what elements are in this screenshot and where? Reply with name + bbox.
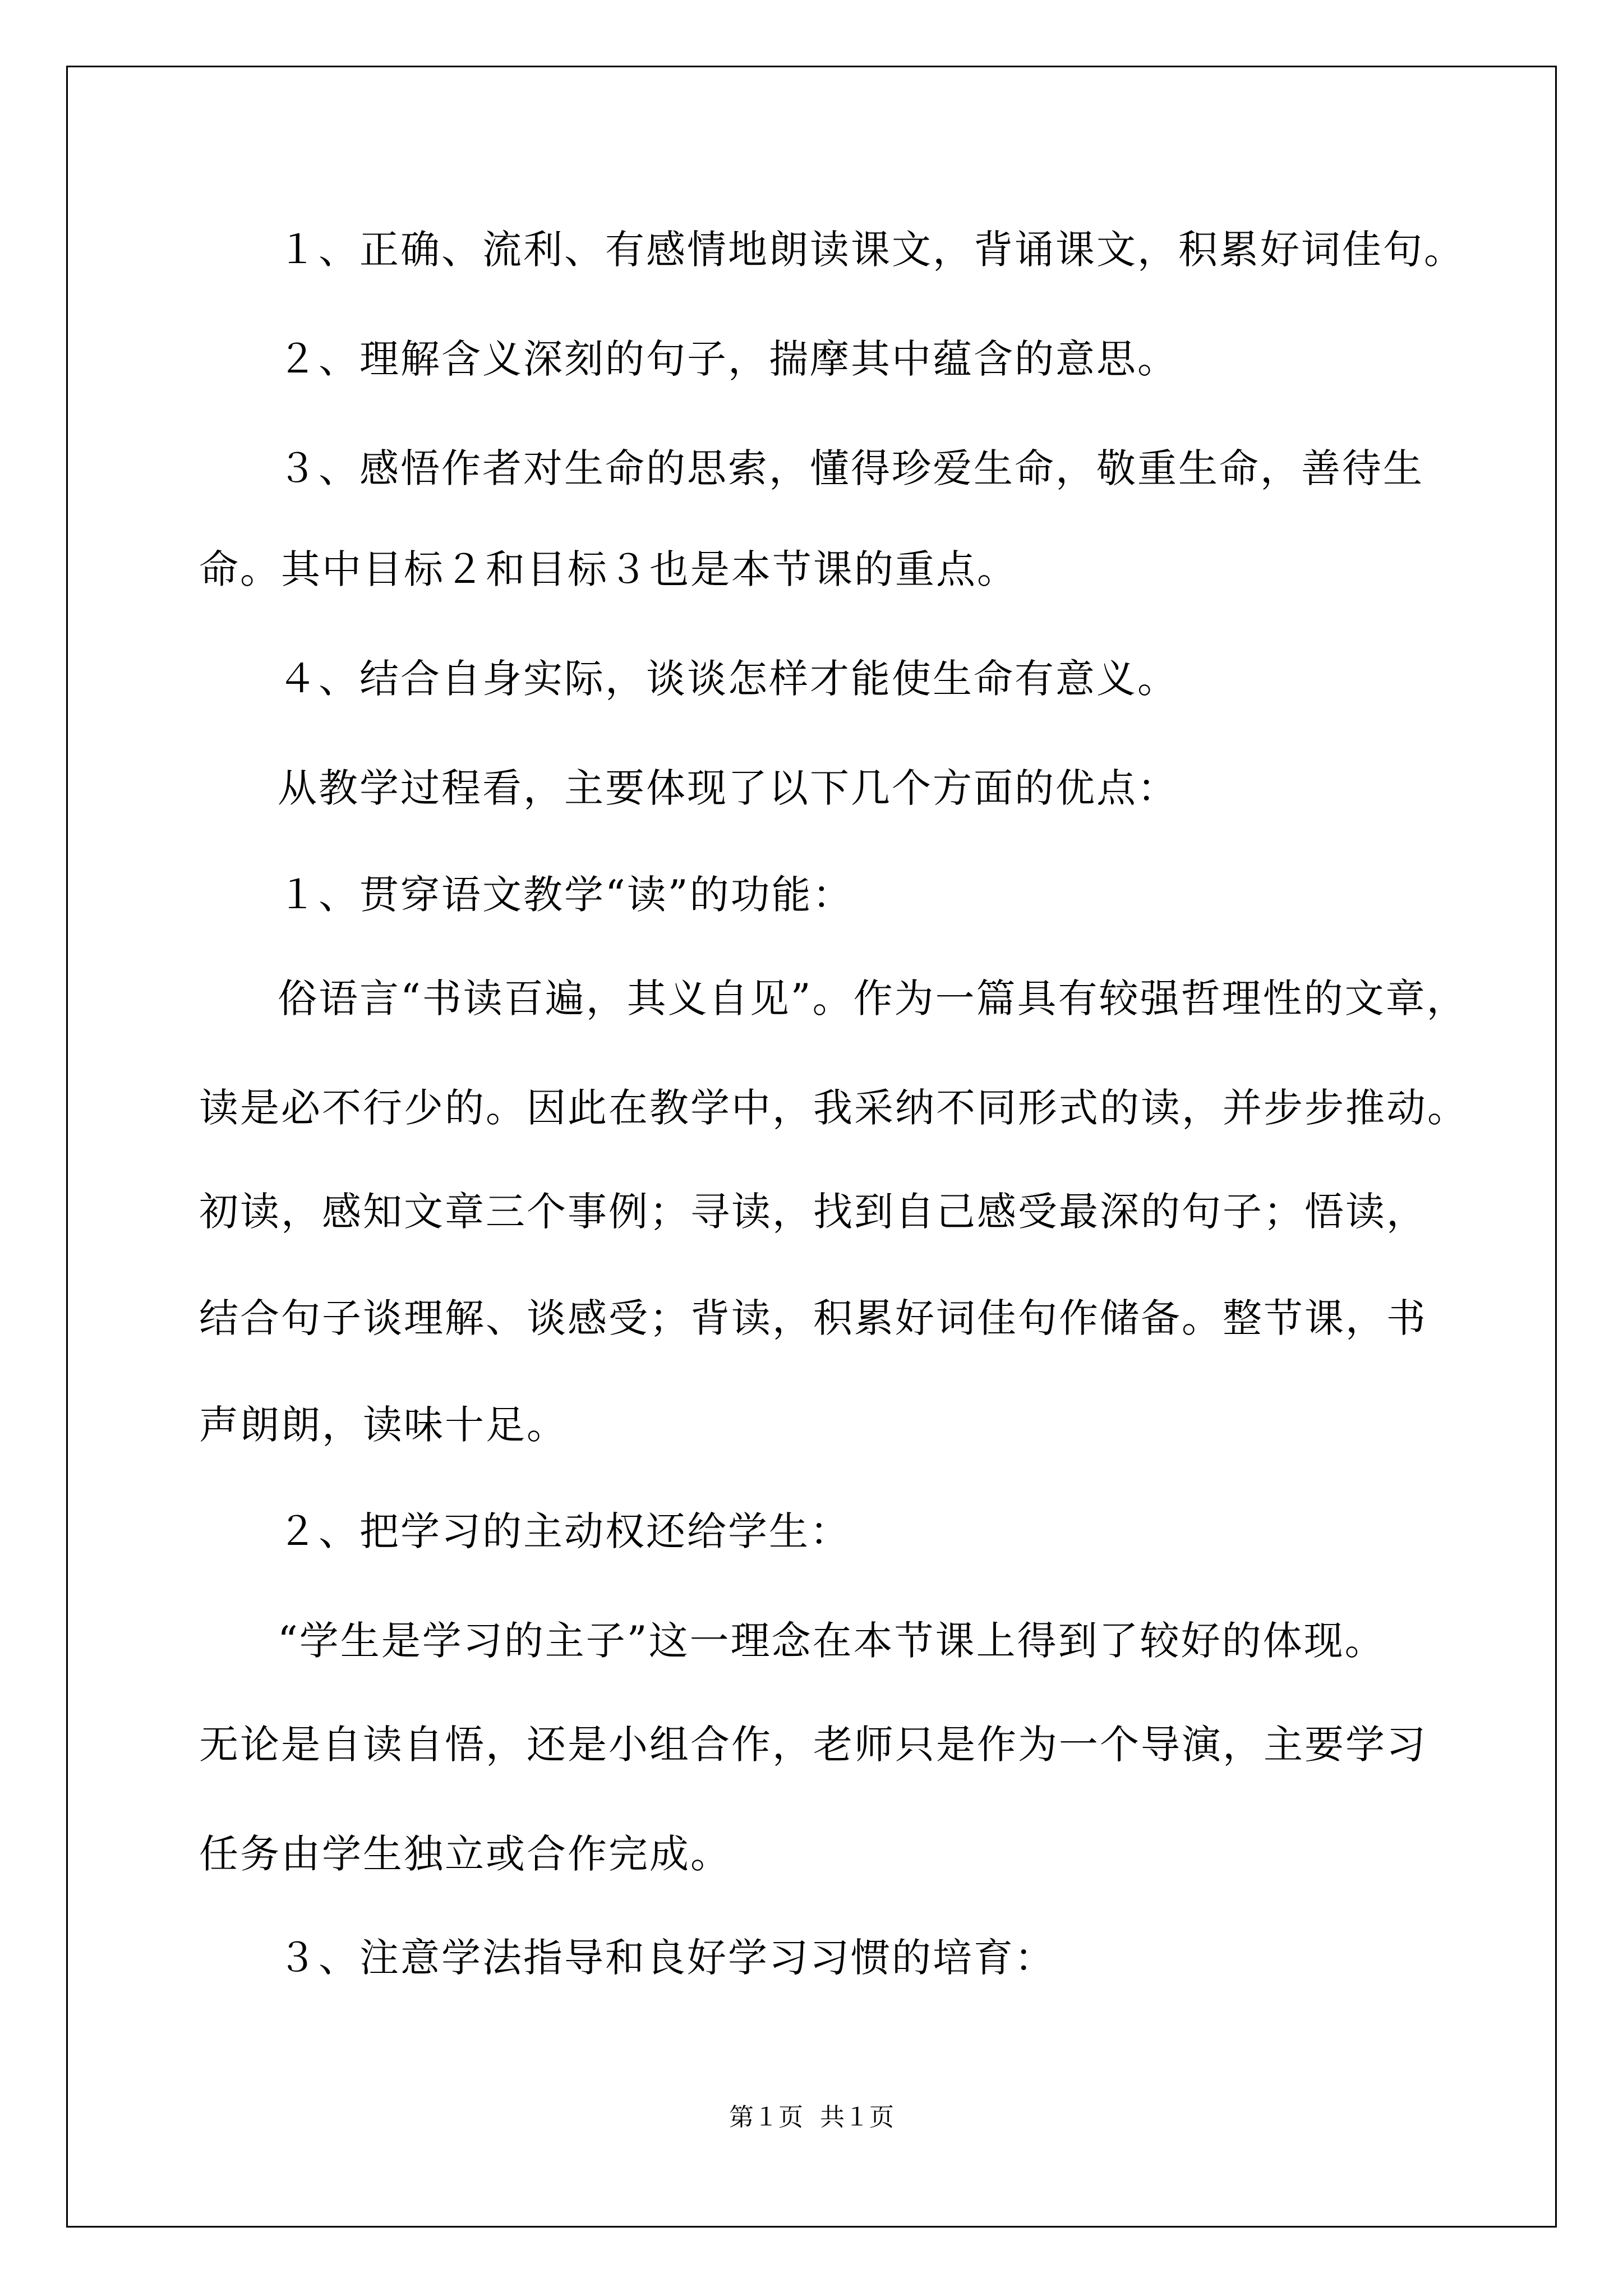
- paragraph-line: 无论是自读自悟，还是小组合作，老师只是作为一个导演，主要学习: [199, 1722, 1427, 1768]
- paragraph-line: 任务由学生独立或合作完成。: [199, 1831, 731, 1877]
- paragraph-line: ３、感悟作者对生命的思索，懂得珍爱生命，敬重生命，善待生: [278, 445, 1424, 491]
- paragraph-line: 结合句子谈理解、谈感受；背读，积累好词佳句作储备。整节课，书: [199, 1295, 1427, 1341]
- paragraph-line: １、正确、流利、有感情地朗读课文，背诵课文，积累好词佳句。: [278, 227, 1465, 273]
- paragraph-line: 读是必不行少的。因此在教学中，我采纳不同形式的读，并步步推动。: [199, 1085, 1468, 1131]
- total-pages: 共１页: [820, 2103, 894, 2132]
- paragraph-line: ２、把学习的主动权还给学生：: [278, 1508, 851, 1554]
- paragraph-line: １、贯穿语文教学“读”的功能：: [278, 872, 854, 918]
- paragraph-line: 俗语言“书读百遍，其义自见”。作为一篇具有较强哲理性的文章，: [278, 976, 1468, 1022]
- page-footer: [0, 2101, 1623, 2134]
- paragraph-line: ２、理解含义深刻的句子，揣摩其中蕴含的意思。: [278, 336, 1178, 382]
- paragraph-line: ３、注意学法指导和良好学习习惯的培育：: [278, 1935, 1055, 1981]
- paragraph-line: 命。其中目标２和目标３也是本节课的重点。: [199, 546, 1018, 592]
- page-border: [66, 66, 1557, 2228]
- paragraph-line: 从教学过程看，主要体现了以下几个方面的优点：: [278, 765, 1178, 811]
- paragraph-line: ４、结合自身实际，谈谈怎样才能使生命有意义。: [278, 656, 1178, 702]
- paragraph-line: “学生是学习的主子”这一理念在本节课上得到了较好的体现。: [278, 1618, 1386, 1664]
- page-number: 第１页: [729, 2103, 803, 2132]
- paragraph-line: 初读，感知文章三个事例；寻读，找到自己感受最深的句子；悟读，: [199, 1189, 1427, 1235]
- paragraph-line: 声朗朗，读味十足。: [199, 1402, 568, 1448]
